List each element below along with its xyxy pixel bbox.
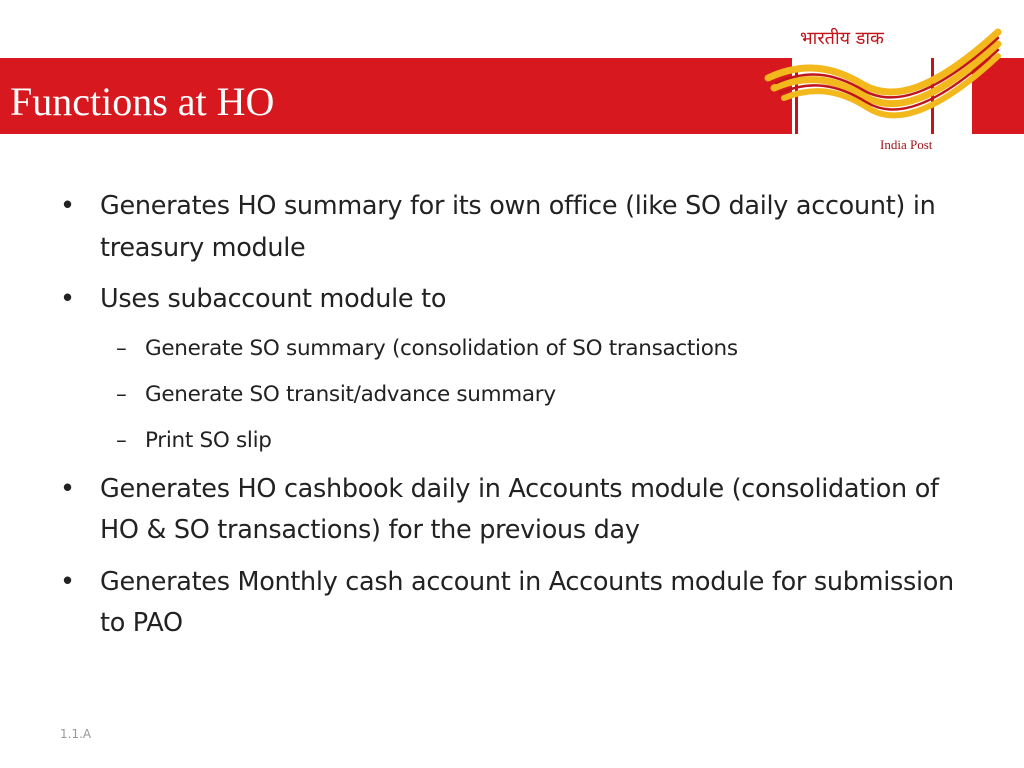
sub-bullet-item	[60, 423, 960, 459]
sub-bullet-marker: –	[116, 381, 127, 407]
sub-bullet-text: Generate SO transit/advance summary	[145, 381, 556, 407]
sub-bullet-item	[60, 377, 960, 413]
bullet-marker: •	[60, 284, 75, 314]
bullet-item	[60, 469, 960, 552]
sub-bullet-text: Print SO slip	[145, 427, 272, 453]
bullet-list	[60, 186, 960, 655]
bullet-marker: •	[60, 473, 75, 504]
sub-bullet-marker: –	[116, 427, 127, 453]
bullet-text: Generates Monthly cash account in Accounts module for submission to PAO	[100, 566, 954, 638]
logo-hindi-text: भारतीय डाक	[800, 28, 884, 49]
sub-bullet-marker: –	[116, 335, 127, 361]
sub-bullet-item	[60, 331, 960, 367]
bullet-marker: •	[60, 566, 75, 597]
bullet-text: Generates HO summary for its own office (like SO daily account) in treasury module	[100, 191, 936, 263]
sub-bullet-text: Generate SO summary (consolidation of SO transactions	[145, 335, 738, 361]
bullet-text: Generates HO cashbook daily in Accounts module (consolidation of HO & SO transactions) for the previous day	[100, 473, 939, 545]
bullet-item	[60, 186, 960, 269]
bullet-marker: •	[60, 191, 75, 221]
slide-title: Functions at HO	[10, 79, 275, 124]
bullet-item	[60, 562, 960, 645]
slide-footer: 1.1.A	[60, 727, 92, 741]
bullet-item	[60, 279, 960, 321]
logo-english-text: India Post	[880, 137, 933, 152]
bullet-text: Uses subaccount module to	[100, 284, 447, 314]
